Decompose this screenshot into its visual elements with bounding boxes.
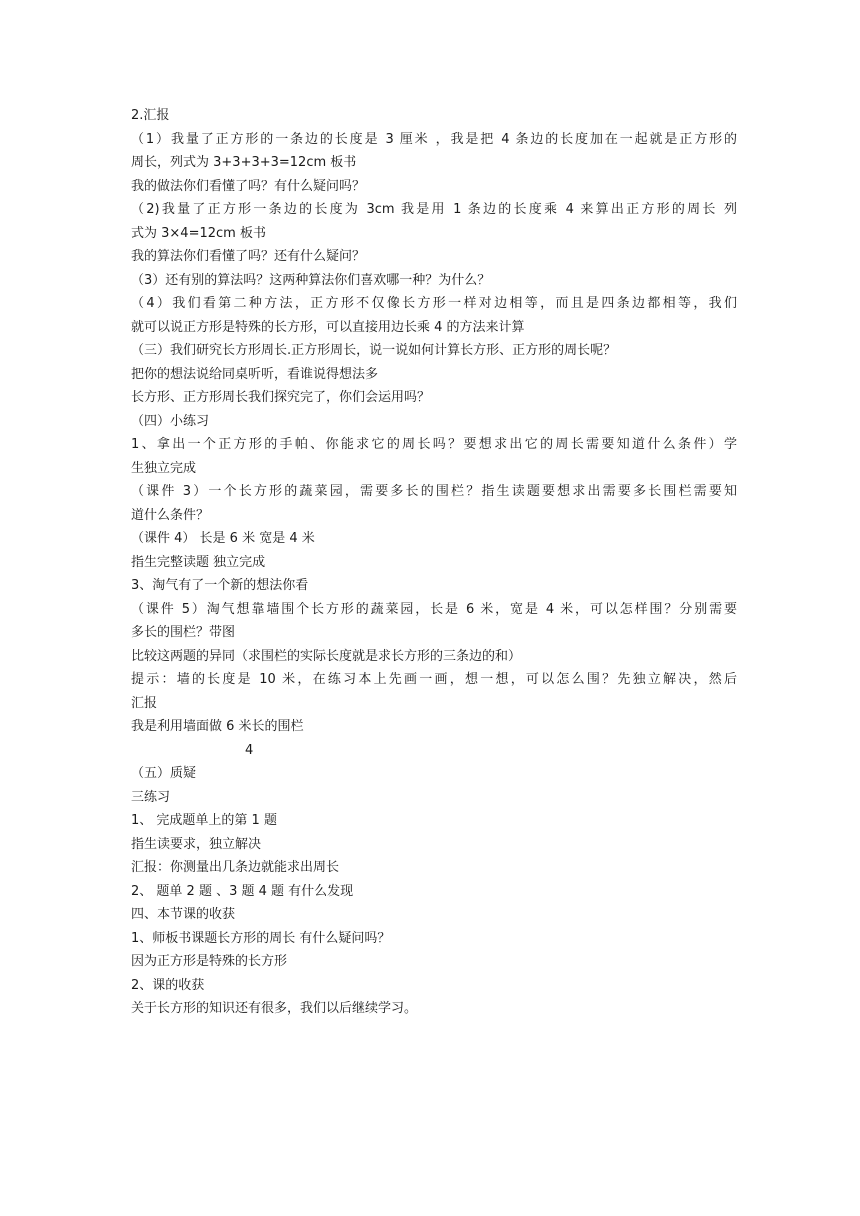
- paragraph-line: 把你的想法说给同桌听听，看谁说得想法多: [131, 366, 379, 382]
- paragraph-line: 1、拿出一个正方形的手帕、你能求它的周长吗？要想求出它的周长需要知道什么条件）学: [131, 437, 737, 452]
- section-heading: （四）小练习: [131, 413, 210, 429]
- paragraph-line: （1）我量了正方形的一条边的长度是 3 厘米 ，我是把 4 条边的长度加在一起就是正方形的: [131, 131, 737, 147]
- paragraph-line: 指生完整读题 独立完成: [131, 554, 266, 570]
- paragraph-line: 我的做法你们看懂了吗？有什么疑问吗？: [131, 178, 366, 194]
- paragraph-line: 比较这两题的异同（求围栏的实际长度就是求长方形的三条边的和）: [131, 648, 522, 664]
- paragraph-line: 2、 题单 2 题 、3 题 4 题 有什么发现: [131, 883, 354, 899]
- paragraph-line: 1、师板书课题长方形的周长 有什么疑问吗？: [131, 930, 391, 946]
- paragraph-line: （三）我们研究长方形周长.正方形周长，说一说如何计算长方形、正方形的周长呢？: [131, 343, 617, 358]
- paragraph-line: 多长的围栏？带图: [131, 625, 236, 640]
- paragraph-line: （课件 4） 长是 6 米 宽是 4 米: [131, 531, 315, 546]
- paragraph-line: 1、 完成题单上的第 1 题: [131, 813, 277, 828]
- paragraph-line: 因为正方形是特殊的长方形: [131, 954, 288, 969]
- paragraph-line: （3）还有别的算法吗？这两种算法你们喜欢哪一种？为什么？: [131, 272, 491, 288]
- figure-number: 4: [245, 742, 254, 758]
- paragraph-line: （2)我量了正方形一条边的长度为 3cm 我是用 1 条边的长度乘 4 来算出正方形的周长 列: [131, 202, 737, 217]
- section-heading: 三练习: [131, 789, 171, 805]
- paragraph-line: （课件 5）淘气想靠墙围个长方形的蔬菜园，长是 6 米，宽是 4 米，可以怎样围？分别需要: [131, 601, 737, 617]
- section-heading: （五）质疑: [131, 766, 197, 781]
- heading-report: 2.汇报: [131, 108, 170, 123]
- paragraph-line: 生独立完成: [131, 460, 197, 476]
- paragraph-line: 指生读要求，独立解决: [131, 836, 262, 852]
- section-heading: 四、本节课的收获: [131, 907, 236, 922]
- paragraph-line: 我的算法你们看懂了吗？还有什么疑问？: [131, 249, 366, 264]
- paragraph-line: 长方形、正方形周长我们探究完了，你们会运用吗？: [131, 390, 431, 405]
- paragraph-line: 关于长方形的知识还有很多，我们以后继续学习。: [131, 1001, 418, 1016]
- document-body: [131, 104, 737, 1021]
- paragraph-line: 2、课的收获: [131, 977, 205, 993]
- paragraph-line: （4）我们看第二种方法，正方形不仅像长方形一样对边相等，而且是四条边都相等，我们: [131, 296, 737, 311]
- paragraph-line: 周长，列式为 3+3+3+3=12cm 板书: [131, 155, 357, 170]
- paragraph-line: 道什么条件？: [131, 507, 210, 523]
- paragraph-line: 汇报: [131, 695, 158, 711]
- paragraph-line: 我是利用墙面做 6 米长的围栏: [131, 719, 304, 734]
- paragraph-line: 提示：墙的长度是 10 米，在练习本上先画一画，想一想，可以怎么围？先独立解决，然后: [131, 672, 737, 687]
- paragraph-line: 3、淘气有了一个新的想法你看: [131, 578, 309, 593]
- paragraph-line: 就可以说正方形是特殊的长方形，可以直接用边长乘 4 的方法来计算: [131, 319, 525, 335]
- paragraph-line: （课件 3）一个长方形的蔬菜园，需要多长的围栏？指生读题要想求出需要多长围栏需要知: [131, 484, 737, 499]
- paragraph-line: 汇报：你测量出几条边就能求出周长: [131, 860, 340, 875]
- paragraph-line: 式为 3×4=12cm 板书: [131, 225, 266, 241]
